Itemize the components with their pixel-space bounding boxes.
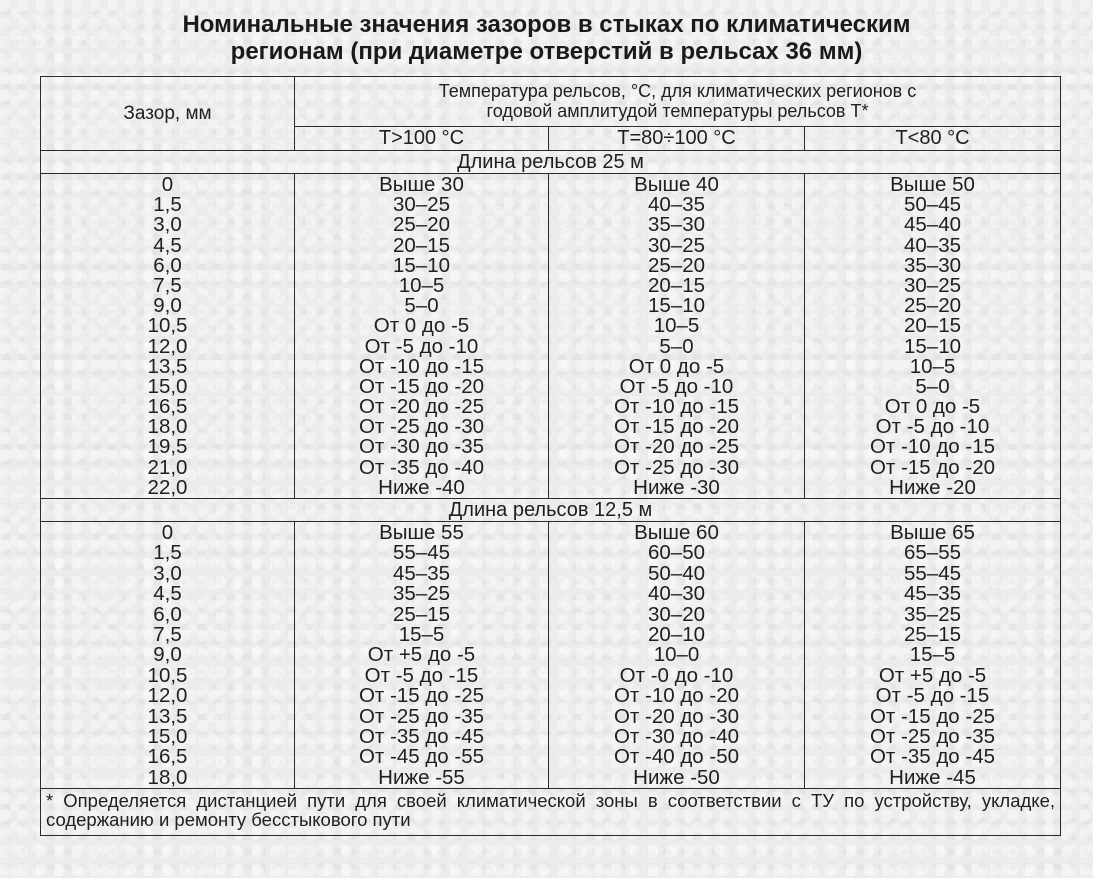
table-cell: От -15 до -20 xyxy=(358,374,485,398)
table-cell: 45–40 xyxy=(904,213,962,237)
table-cell: 9,0 xyxy=(153,294,182,318)
table-cell: 25–20 xyxy=(647,253,705,277)
table-cell: От -30 до -40 xyxy=(613,724,740,748)
table-cell: 10,5 xyxy=(147,663,188,687)
table-cell: Ниже -45 xyxy=(889,765,976,789)
table-cell: 22,0 xyxy=(147,475,188,499)
section-1-temp-column-1 xyxy=(295,174,549,499)
table-cell: 50–45 xyxy=(904,193,962,217)
table-cell: От -15 до -25 xyxy=(358,684,485,708)
table-cell: 1,5 xyxy=(153,541,182,565)
table-cell: Ниже -50 xyxy=(633,765,720,789)
table-cell: 15,0 xyxy=(147,374,188,398)
section-2-title: Длина рельсов 12,5 м xyxy=(41,499,1061,522)
table-cell: От -5 до -10 xyxy=(364,334,479,358)
table-cell: 35–30 xyxy=(647,213,705,237)
table-cell: От -20 до -30 xyxy=(613,704,740,728)
table-cell: 25–20 xyxy=(392,213,450,237)
header-col-1: Т>100 °С xyxy=(295,126,549,150)
table-cell: 19,5 xyxy=(147,435,188,459)
header-gap: Зазор, мм xyxy=(41,77,295,151)
table-cell: 10–5 xyxy=(398,273,445,297)
table-cell: Выше 60 xyxy=(634,521,719,544)
table-cell: От -35 до -40 xyxy=(358,455,485,479)
section-1-title: Длина рельсов 25 м xyxy=(41,151,1061,174)
table-cell: 16,5 xyxy=(147,395,188,419)
table-cell: 30–25 xyxy=(647,233,705,257)
table-cell: 3,0 xyxy=(153,561,182,585)
table-cell: От -30 до -35 xyxy=(358,435,485,459)
section-1-temp-column-2 xyxy=(549,174,805,499)
table-cell: 6,0 xyxy=(153,602,182,626)
header-temperature-line-2: годовой амплитудой температуры рельсов Т* xyxy=(486,101,869,122)
section-2-temp-column-2 xyxy=(549,522,805,789)
table-cell: 35–30 xyxy=(904,253,962,277)
table-cell: 15,0 xyxy=(147,724,188,748)
table-cell: 13,5 xyxy=(147,354,188,378)
table-cell: Ниже -30 xyxy=(633,475,720,499)
table-cell: От 0 до -5 xyxy=(373,314,470,338)
header-col-3: Т<80 °С xyxy=(805,126,1061,150)
table-cell: От -10 до -15 xyxy=(358,354,485,378)
table-cell: 18,0 xyxy=(147,765,188,789)
table-cell: 5–0 xyxy=(404,294,439,318)
table-cell: От -25 до -35 xyxy=(358,704,485,728)
table-cell: 55–45 xyxy=(392,541,450,565)
table-cell: Ниже -20 xyxy=(889,475,976,499)
table-cell: От -15 до -25 xyxy=(869,704,996,728)
table-cell: 20–15 xyxy=(904,314,962,338)
table-cell: 25–20 xyxy=(904,294,962,318)
page-title xyxy=(0,11,1093,65)
table-cell: От -25 до -30 xyxy=(358,415,485,439)
table-cell: Выше 65 xyxy=(890,521,975,544)
table-cell: 6,0 xyxy=(153,253,182,277)
table-cell: 10–5 xyxy=(909,354,956,378)
gap-table xyxy=(40,76,1061,836)
section-1-body xyxy=(41,174,1061,499)
section-2-temp-column-1 xyxy=(295,522,549,789)
table-cell: От -20 до -25 xyxy=(358,395,485,419)
table-cell: 35–25 xyxy=(392,582,450,606)
table-cell: От -25 до -30 xyxy=(613,455,740,479)
table-cell: От 0 до -5 xyxy=(628,354,725,378)
table-cell: Выше 50 xyxy=(890,173,975,196)
section-2-header xyxy=(41,499,1061,522)
table-cell: 20–15 xyxy=(392,233,450,257)
table-cell: 25–15 xyxy=(904,622,962,646)
table-cell: От -20 до -25 xyxy=(613,435,740,459)
table-cell: 13,5 xyxy=(147,704,188,728)
section-2-body xyxy=(41,522,1061,789)
table-cell: 10–5 xyxy=(653,314,700,338)
table-cell: 40–35 xyxy=(647,193,705,217)
section-1-temp-column-3 xyxy=(805,174,1061,499)
table-cell: 30–25 xyxy=(392,193,450,217)
table-cell: От -5 до -15 xyxy=(875,684,990,708)
table-cell: От -15 до -20 xyxy=(869,455,996,479)
table-cell: 30–25 xyxy=(904,273,962,297)
header-temperature xyxy=(295,77,1061,127)
table-cell: От -15 до -20 xyxy=(613,415,740,439)
table-cell: 45–35 xyxy=(392,561,450,585)
table-cell: 5–0 xyxy=(659,334,694,358)
table-cell: 50–40 xyxy=(647,561,705,585)
table-cell: 0 xyxy=(161,521,174,544)
table-cell: Ниже -55 xyxy=(378,765,465,789)
table-cell: От +5 до -5 xyxy=(878,663,987,687)
table-cell: 45–35 xyxy=(904,582,962,606)
table-cell: 20–10 xyxy=(647,622,705,646)
table-cell: 4,5 xyxy=(153,582,182,606)
section-1-header xyxy=(41,151,1061,174)
table-cell: 40–35 xyxy=(904,233,962,257)
table-cell: 10–0 xyxy=(653,643,700,667)
table-cell: 15–5 xyxy=(398,622,445,646)
table-cell: 55–45 xyxy=(904,561,962,585)
table-cell: 30–20 xyxy=(647,602,705,626)
table-cell: 60–50 xyxy=(647,541,705,565)
title-line-2: регионам (при диаметре отверстий в рельсах 36 мм) xyxy=(230,38,863,65)
table-cell: От +5 до -5 xyxy=(367,643,476,667)
table-cell: От -10 до -15 xyxy=(869,435,996,459)
section-1-gap-column xyxy=(41,174,295,499)
table-cell: 3,0 xyxy=(153,213,182,237)
table-cell: 12,0 xyxy=(147,684,188,708)
table-cell: 40–30 xyxy=(647,582,705,606)
table-cell: От -35 до -45 xyxy=(358,724,485,748)
table-cell: 0 xyxy=(161,173,174,196)
table-cell: 10,5 xyxy=(147,314,188,338)
footnote-row xyxy=(41,789,1061,836)
table-cell: От -45 до -55 xyxy=(358,745,485,769)
table-cell: От -10 до -15 xyxy=(613,395,740,419)
table-cell: 20–15 xyxy=(647,273,705,297)
table-cell: От -35 до -45 xyxy=(869,745,996,769)
table-cell: Выше 55 xyxy=(379,521,464,544)
table-cell: 16,5 xyxy=(147,745,188,769)
table-cell: От -40 до -50 xyxy=(613,745,740,769)
table-cell: От -25 до -35 xyxy=(869,724,996,748)
table-cell: Ниже -40 xyxy=(378,475,465,499)
table-cell: 12,0 xyxy=(147,334,188,358)
table-cell: Выше 30 xyxy=(379,173,464,196)
table-cell: От -0 до -10 xyxy=(619,663,734,687)
table-cell: 15–5 xyxy=(909,643,956,667)
table-cell: Выше 40 xyxy=(634,173,719,196)
table-cell: От -10 до -20 xyxy=(613,684,740,708)
section-2-temp-column-3 xyxy=(805,522,1061,789)
header-col-2: Т=80÷100 °С xyxy=(549,126,805,150)
table-cell: 15–10 xyxy=(392,253,450,277)
table-cell: 9,0 xyxy=(153,643,182,667)
table-cell: От 0 до -5 xyxy=(884,395,981,419)
table-cell: 15–10 xyxy=(904,334,962,358)
header-row-1 xyxy=(41,77,1061,127)
table-cell: 1,5 xyxy=(153,193,182,217)
table-cell: 18,0 xyxy=(147,415,188,439)
table-cell: От -5 до -10 xyxy=(619,374,734,398)
table-cell: От -5 до -10 xyxy=(875,415,990,439)
table-cell: 25–15 xyxy=(392,602,450,626)
table-cell: 7,5 xyxy=(153,273,182,297)
header-temperature-line-1: Температура рельсов, °С, для климатических регионов с xyxy=(438,81,917,102)
table-cell: 21,0 xyxy=(147,455,188,479)
table-cell: 65–55 xyxy=(904,541,962,565)
title-line-1: Номинальные значения зазоров в стыках по климатическим xyxy=(182,11,911,38)
table-cell: 15–10 xyxy=(647,294,705,318)
table-cell: 7,5 xyxy=(153,622,182,646)
table-cell: 4,5 xyxy=(153,233,182,257)
table-cell: 5–0 xyxy=(915,374,950,398)
section-2-gap-column xyxy=(41,522,295,789)
table-cell: От -5 до -15 xyxy=(364,663,479,687)
table-cell: 35–25 xyxy=(904,602,962,626)
footnote: * Определяется дистанцией пути для своей климатической зоны в соответствии с ТУ по устройству, укладке, содержанию и ремонту бесстыкового пути xyxy=(41,789,1061,836)
